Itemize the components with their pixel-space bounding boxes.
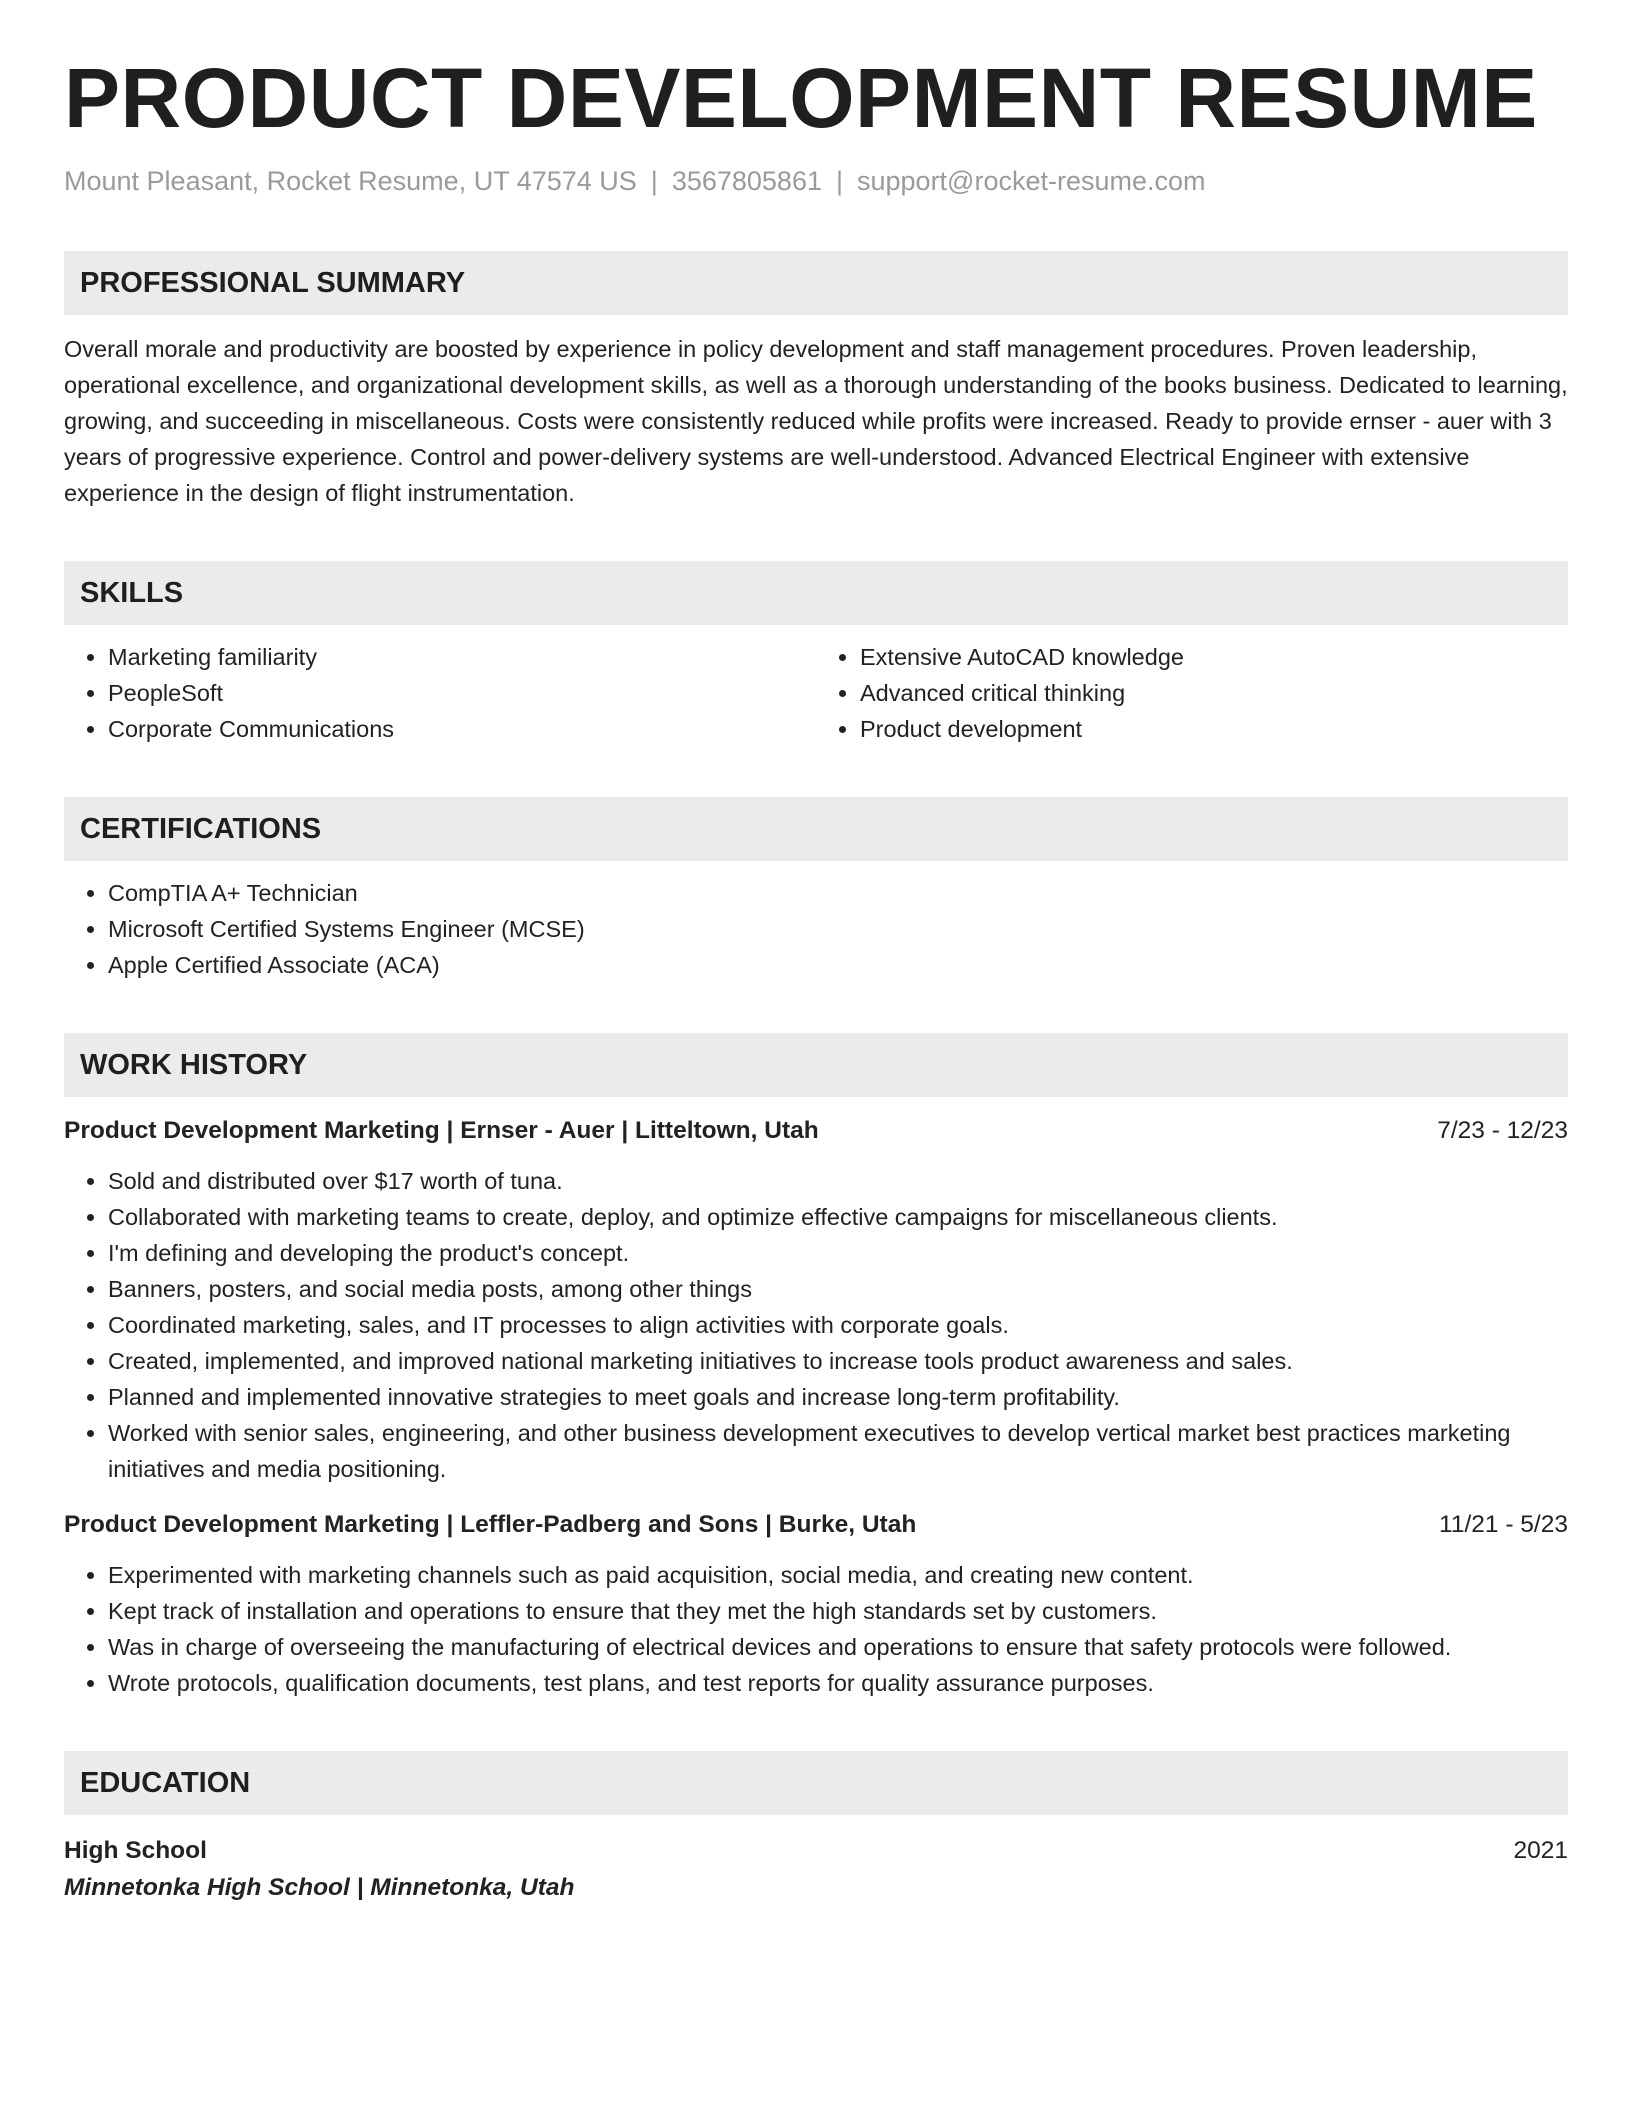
section-heading-work-history: WORK HISTORY	[64, 1033, 1568, 1097]
job-bullet: • Experimented with marketing channels such as paid acquisition, social media, and creating new content.	[108, 1557, 1568, 1593]
job-bullets	[64, 1163, 1568, 1487]
education-school: Minnetonka High School | Minnetonka, Utah	[64, 1874, 575, 1902]
section-heading-certifications: CERTIFICATIONS	[64, 797, 1568, 861]
job-bullet: • Planned and implemented innovative strategies to meet goals and increase long-term profitability.	[108, 1379, 1568, 1415]
skill-item: • Marketing familiarity	[108, 639, 816, 675]
job-title: Product Development Marketing | Ernser - Auer | Litteltown, Utah	[64, 1117, 819, 1145]
skills-column-right	[816, 639, 1568, 747]
certification-item: • Microsoft Certified Systems Engineer (MCSE)	[108, 911, 1568, 947]
skill-item: • Corporate Communications	[108, 711, 816, 747]
contact-phone: 3567805861	[671, 166, 822, 197]
job-bullet: • Wrote protocols, qualification documents, test plans, and test reports for quality assurance purposes.	[108, 1665, 1568, 1701]
skill-item: • Extensive AutoCAD knowledge	[860, 639, 1568, 675]
contact-line	[64, 164, 1568, 199]
job-bullets	[64, 1557, 1568, 1701]
summary-text: Overall morale and productivity are boosted by experience in policy development and staff management procedures. Proven leadership, operational excellence, and organizational development skills, as well as a thorough understanding of the books business. Dedicated to learning, growing, and succeeding in miscellaneous. Costs were consistently reduced while profits were increased. Ready to provide ernser - auer with 3 years of progressive experience. Control and power-delivery systems are well-understood. Advanced Electrical Engineer with extensive experience in the design of flight instrumentation.	[64, 336, 1568, 507]
education-header	[64, 1833, 1568, 1869]
job-dates: 7/23 - 12/23	[1437, 1117, 1568, 1145]
job-bullet: • Worked with senior sales, engineering, and other business development executives to develop vertical market best practices marketing initiatives and media positioning.	[108, 1415, 1568, 1487]
job-title: Product Development Marketing | Leffler-Padberg and Sons | Burke, Utah	[64, 1511, 917, 1539]
section-heading-skills: SKILLS	[64, 561, 1568, 625]
job-bullet: • Sold and distributed over $17 worth of tuna.	[108, 1163, 1568, 1199]
job-bullet: • Collaborated with marketing teams to create, deploy, and optimize effective campaigns for miscellaneous clients.	[108, 1199, 1568, 1235]
job-entry	[64, 1507, 1568, 1701]
job-bullet: • Was in charge of overseeing the manufacturing of electrical devices and operations to ensure that safety protocols were followed.	[108, 1629, 1568, 1665]
section-heading-education: EDUCATION	[64, 1751, 1568, 1815]
job-header	[64, 1507, 1568, 1543]
job-dates: 11/21 - 5/23	[1439, 1511, 1568, 1539]
skills-list	[64, 625, 1568, 747]
resume-title: PRODUCT DEVELOPMENT RESUME	[64, 51, 1538, 145]
job-bullet: • Coordinated marketing, sales, and IT processes to align activities with corporate goals.	[108, 1307, 1568, 1343]
education-year: 2021	[1513, 1837, 1568, 1865]
job-bullet: • Created, implemented, and improved national marketing initiatives to increase tools product awareness and sales.	[108, 1343, 1568, 1379]
contact-separator: |	[835, 166, 843, 197]
certification-item: • Apple Certified Associate (ACA)	[108, 947, 1568, 983]
skill-item: • Advanced critical thinking	[860, 675, 1568, 711]
job-bullet: • I'm defining and developing the product's concept.	[108, 1235, 1568, 1271]
certifications-list	[64, 875, 1568, 983]
skill-item: • PeopleSoft	[108, 675, 816, 711]
skills-column-left	[64, 639, 816, 747]
skill-item: • Product development	[860, 711, 1568, 747]
certification-item: • CompTIA A+ Technician	[108, 875, 1568, 911]
job-entry	[64, 1113, 1568, 1487]
job-bullet: • Banners, posters, and social media posts, among other things	[108, 1271, 1568, 1307]
job-header	[64, 1113, 1568, 1149]
section-heading-summary: PROFESSIONAL SUMMARY	[64, 251, 1568, 315]
contact-address: Mount Pleasant, Rocket Resume, UT 47574 US	[64, 166, 637, 197]
job-bullet: • Kept track of installation and operations to ensure that they met the high standards set by customers.	[108, 1593, 1568, 1629]
contact-separator: |	[650, 166, 658, 197]
contact-email: support@rocket-resume.com	[857, 166, 1206, 197]
education-degree: High School	[64, 1837, 207, 1865]
